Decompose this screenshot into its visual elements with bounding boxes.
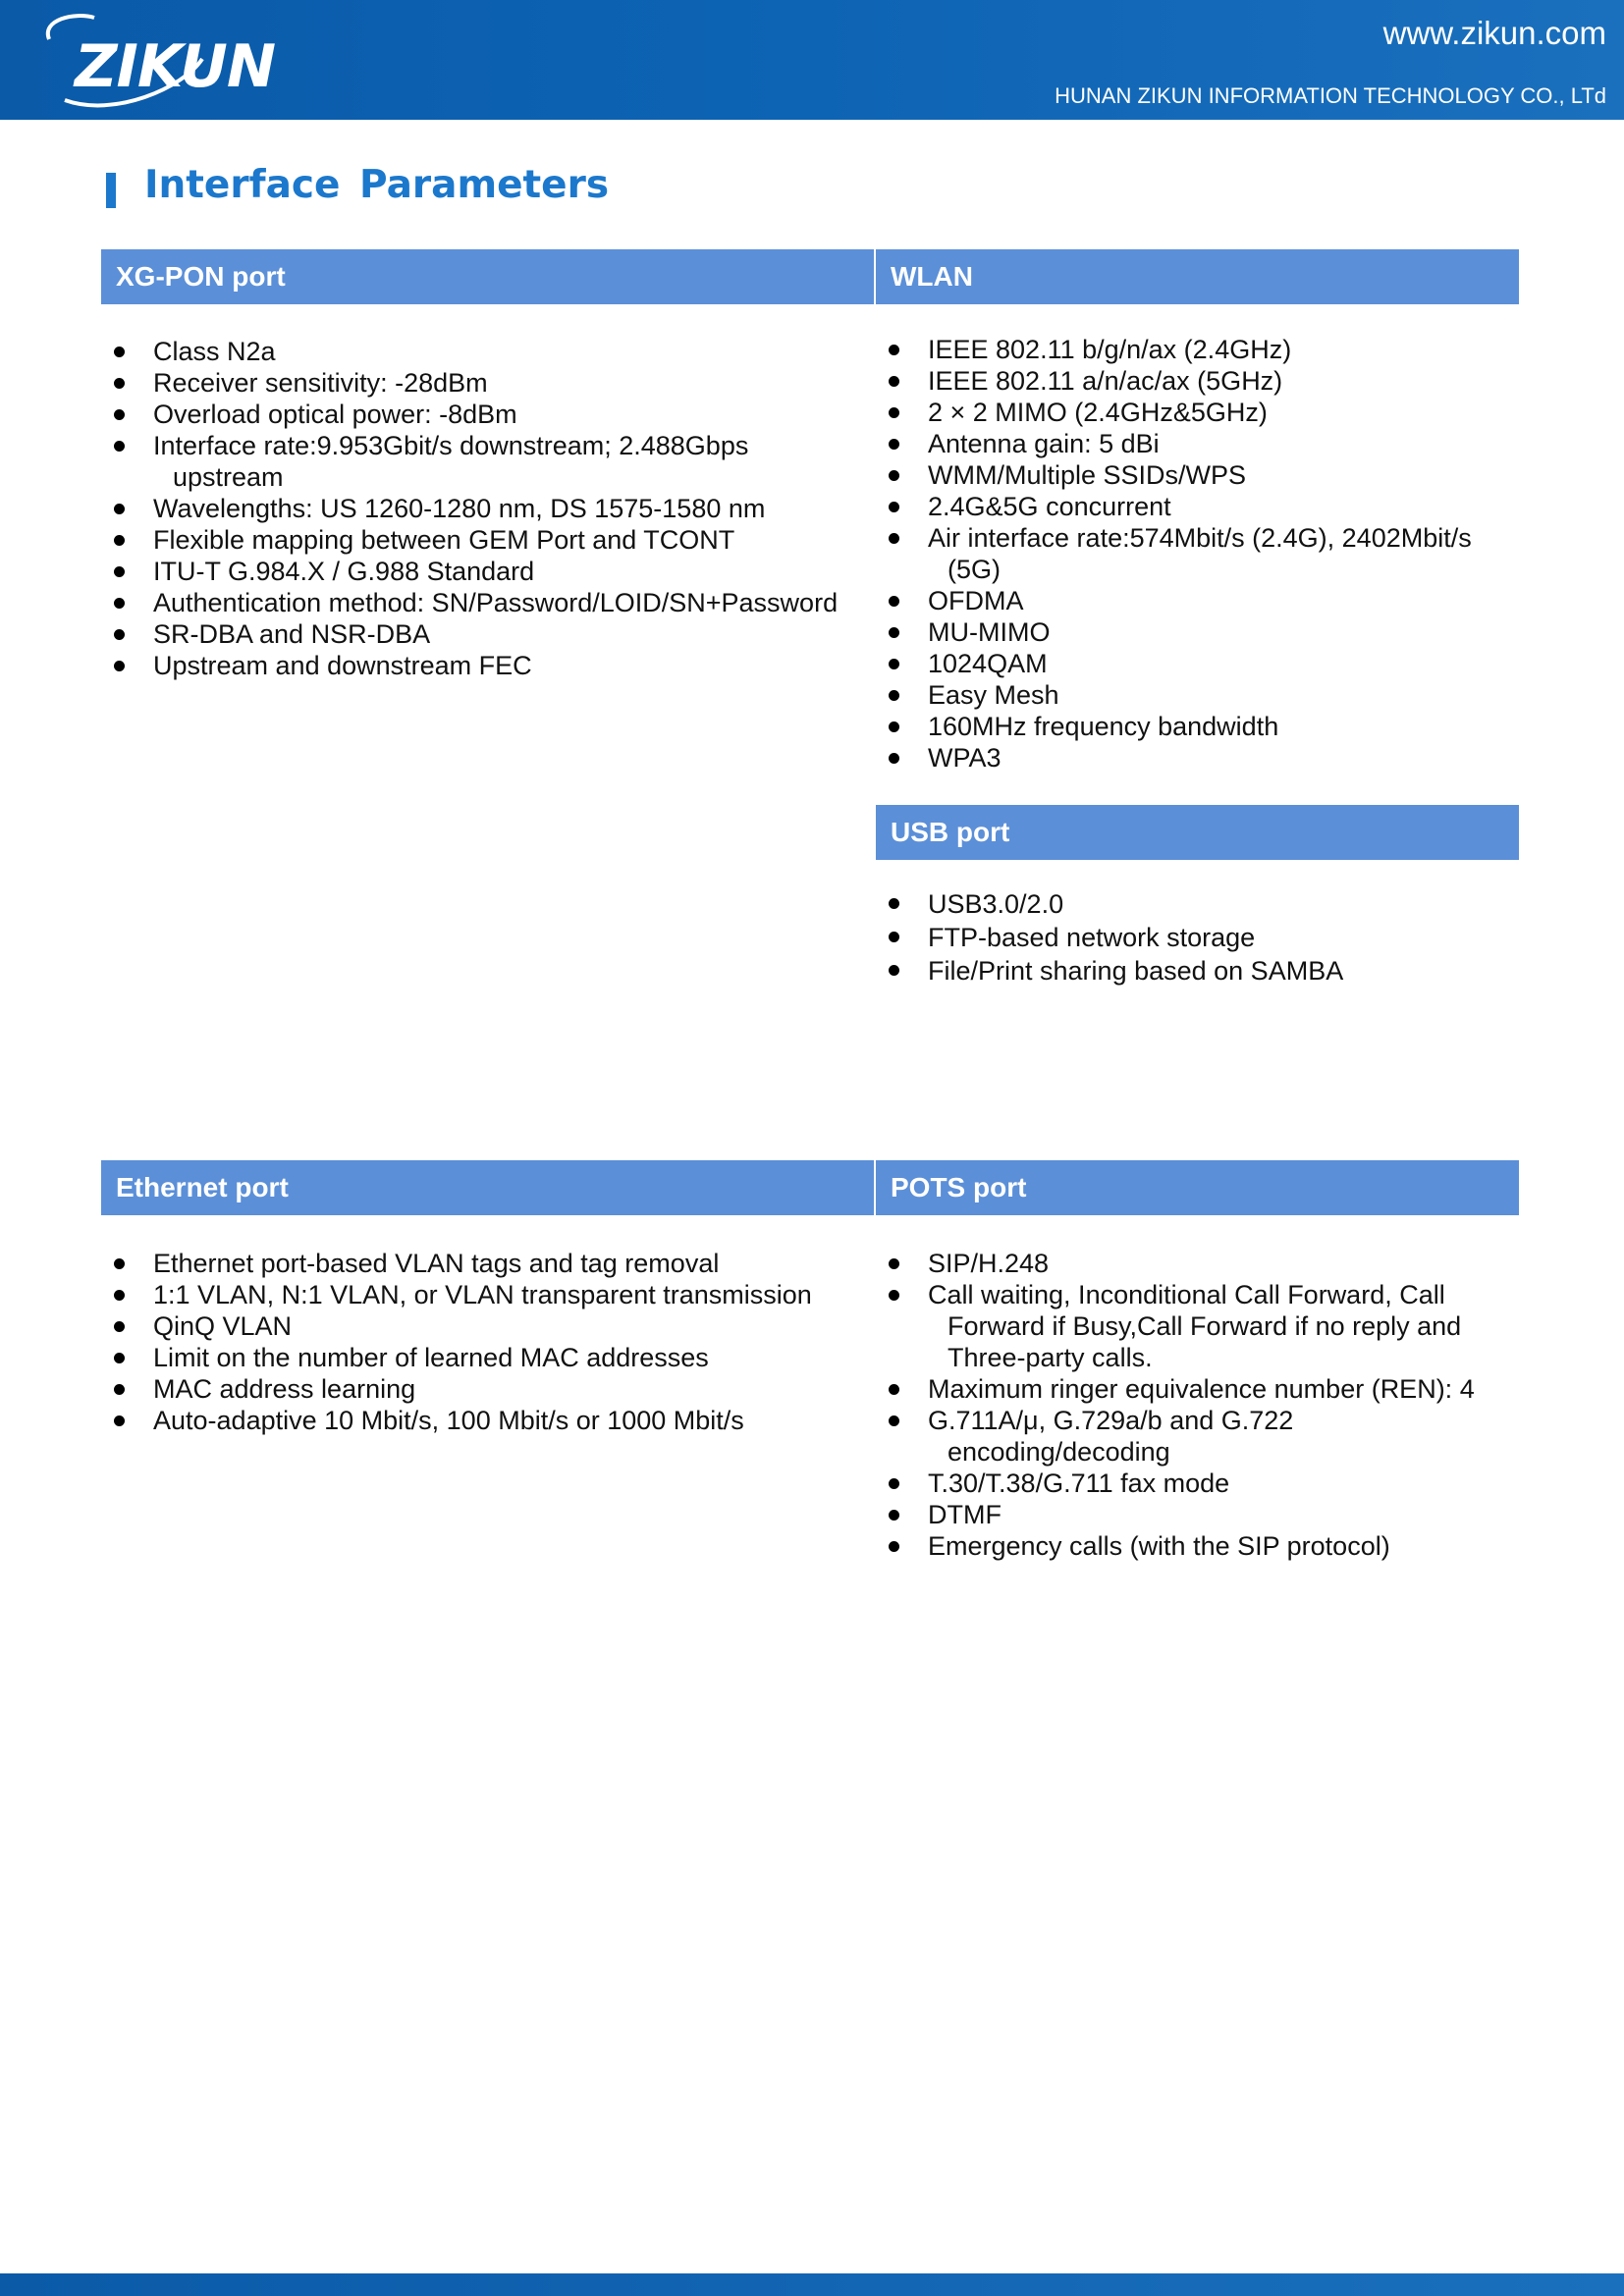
bullet-icon [114,347,125,357]
title-accent-bar [106,173,116,208]
bullet-icon [889,965,899,976]
spec-list-item [876,1248,1519,1279]
bullet-icon [114,535,125,546]
section-header-ethernet: Ethernet port [101,1160,874,1215]
bullet-icon [114,378,125,389]
spec-list-item [101,1405,874,1436]
spec-list-item [876,1405,1519,1468]
spec-list-item [101,556,874,587]
bullet-icon [114,1353,125,1363]
bullet-icon [889,1258,899,1269]
bullet-icon [889,1290,899,1301]
bullet-icon [889,345,899,355]
spec-list-item [876,954,1519,988]
spec-item-text: IEEE 802.11 a/n/ac/ax (5GHz) [928,366,1283,396]
footer-bar [0,2273,1624,2296]
spec-item-text: Interface rate:9.953Gbit/s downstream; 2.488Gbps [153,431,749,460]
spec-item-text: Limit on the number of learned MAC addresses [153,1343,709,1372]
bullet-icon [889,407,899,418]
spec-item-text: IEEE 802.11 b/g/n/ax (2.4GHz) [928,335,1292,364]
spec-list-item [101,399,874,430]
spec-item-text: MU-MIMO [928,617,1051,647]
spec-list-item [101,1373,874,1405]
spec-item-text: 2.4G&5G concurrent [928,492,1171,521]
spec-list-item [101,524,874,556]
spec-list-item [876,459,1519,491]
spec-item-text: Antenna gain: 5 dBi [928,429,1160,458]
spec-list-item [876,334,1519,365]
spec-list-item [101,618,874,650]
xgpon-spec-list [101,336,874,681]
pots-spec-list [876,1248,1519,1562]
spec-item-text: G.711A/μ, G.729a/b and G.722 [928,1406,1294,1435]
spec-item-text: MAC address learning [153,1374,416,1404]
spec-item-text: WMM/Multiple SSIDs/WPS [928,460,1247,490]
spec-list-item [876,1530,1519,1562]
spec-list-item [876,648,1519,679]
spec-list-item [101,336,874,367]
bullet-icon [889,470,899,481]
spec-item-text: 1024QAM [928,649,1048,678]
spec-item-text: ITU-T G.984.X / G.988 Standard [153,557,535,586]
spec-item-text: Easy Mesh [928,680,1059,710]
spec-item-continuation: encoding/decoding [947,1437,1170,1467]
spec-item-text: Wavelengths: US 1260-1280 nm, DS 1575-1580 nm [153,494,766,523]
spec-list-item [876,616,1519,648]
spec-list-item [876,921,1519,954]
website-url[interactable]: www.zikun.com [1382,15,1606,51]
section-header-wlan: WLAN [876,249,1519,304]
logo-text: ZIKUN [75,32,276,101]
spec-item-text: Emergency calls (with the SIP protocol) [928,1531,1390,1561]
spec-list-item [101,1342,874,1373]
spec-list-item [101,587,874,618]
spec-item-text: Receiver sensitivity: -28dBm [153,368,488,398]
spec-item-continuation: (5G) [947,555,1001,584]
bullet-icon [114,441,125,452]
bullet-icon [889,596,899,607]
spec-list-item [876,585,1519,616]
bullet-icon [889,1415,899,1426]
spec-item-text: SR-DBA and NSR-DBA [153,619,431,649]
spec-item-text: Authentication method: SN/Password/LOID/SN+Password [153,588,839,617]
bullet-icon [114,409,125,420]
spec-list-item [876,887,1519,921]
bullet-icon [889,721,899,732]
spec-list-item [876,1279,1519,1373]
spec-item-text: USB3.0/2.0 [928,889,1064,919]
spec-item-text: Overload optical power: -8dBm [153,400,517,429]
bullet-icon [889,627,899,638]
bullet-icon [889,376,899,387]
bullet-icon [889,1541,899,1552]
spec-item-text: Ethernet port-based VLAN tags and tag removal [153,1249,720,1278]
bullet-icon [889,1510,899,1521]
usb-spec-list [876,887,1519,988]
spec-list-item [876,491,1519,522]
spec-item-text: SIP/H.248 [928,1249,1050,1278]
bullet-icon [114,1321,125,1332]
spec-list-item [876,742,1519,774]
spec-item-text: FTP-based network storage [928,923,1256,952]
spec-list-item [101,430,874,493]
spec-item-continuation: Three-party calls. [947,1343,1153,1372]
bullet-icon [114,661,125,671]
spec-list-item [876,522,1519,585]
bullet-icon [114,1290,125,1301]
spec-list-item [876,365,1519,397]
bullet-icon [114,1258,125,1269]
spec-list-item [101,493,874,524]
spec-item-text: DTMF [928,1500,1001,1529]
bullet-icon [889,533,899,544]
bullet-icon [114,566,125,577]
spec-item-text: 1:1 VLAN, N:1 VLAN, or VLAN transparent transmission [153,1280,812,1309]
company-name: HUNAN ZIKUN INFORMATION TECHNOLOGY CO., LTd [1055,83,1606,108]
spec-item-text: Upstream and downstream FEC [153,651,532,680]
spec-list-item [101,1310,874,1342]
bullet-icon [114,1384,125,1395]
spec-item-text: File/Print sharing based on SAMBA [928,956,1344,986]
bullet-icon [889,932,899,942]
bullet-icon [889,1384,899,1395]
bullet-icon [889,1478,899,1489]
spec-item-text: Call waiting, Inconditional Call Forward, Call [928,1280,1445,1309]
spec-list-item [876,397,1519,428]
spec-item-text: T.30/T.38/G.711 fax mode [928,1468,1230,1498]
spec-item-text: 160MHz frequency bandwidth [928,712,1279,741]
bullet-icon [889,690,899,701]
spec-item-text: 2 × 2 MIMO (2.4GHz&5GHz) [928,398,1268,427]
section-header-pots: POTS port [876,1160,1519,1215]
spec-list-item [876,711,1519,742]
spec-item-text: QinQ VLAN [153,1311,293,1341]
spec-item-text: Air interface rate:574Mbit/s (2.4G), 2402Mbit/s [928,523,1472,553]
bullet-icon [114,504,125,514]
bullet-icon [114,629,125,640]
spec-item-text: Maximum ringer equivalence number (REN): 4 [928,1374,1475,1404]
bullet-icon [889,659,899,669]
section-header-usb: USB port [876,805,1519,860]
spec-list-item [876,679,1519,711]
spec-list-item [876,1373,1519,1405]
bullet-icon [114,598,125,609]
spec-list-item [101,650,874,681]
spec-item-text: WPA3 [928,743,1001,773]
bullet-icon [114,1415,125,1426]
spec-item-text: Class N2a [153,337,276,366]
section-header-xgpon: XG-PON port [101,249,874,304]
spec-list-item [101,1248,874,1279]
spec-list-item [876,1499,1519,1530]
page-header [0,0,1624,120]
spec-item-text: OFDMA [928,586,1024,615]
spec-list-item [876,428,1519,459]
bullet-icon [889,439,899,450]
spec-item-continuation: upstream [173,462,284,492]
page-title: Interface Parameters [144,163,610,207]
spec-list-item [876,1468,1519,1499]
ethernet-spec-list [101,1248,874,1436]
zikun-logo [35,10,276,118]
spec-item-text: Auto-adaptive 10 Mbit/s, 100 Mbit/s or 1000 Mbit/s [153,1406,744,1435]
bullet-icon [889,502,899,512]
bullet-icon [889,898,899,909]
spec-list-item [101,1279,874,1310]
wlan-spec-list [876,334,1519,774]
spec-item-continuation: Forward if Busy,Call Forward if no reply and [947,1311,1462,1341]
bullet-icon [889,753,899,764]
spec-item-text: Flexible mapping between GEM Port and TCONT [153,525,735,555]
spec-list-item [101,367,874,399]
